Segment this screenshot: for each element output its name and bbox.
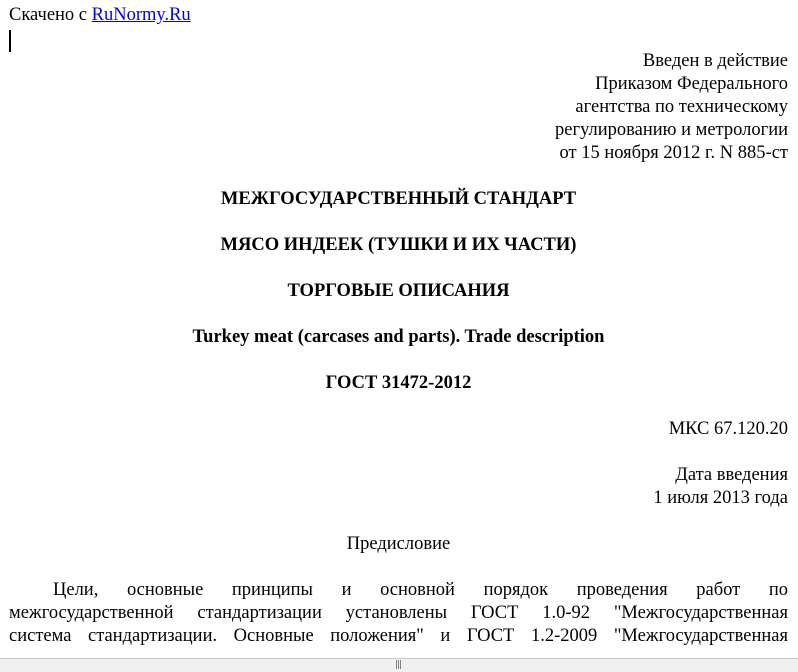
- enactment-line: Приказом Федерального: [595, 74, 788, 94]
- enactment-line: Введен в действие: [642, 51, 788, 71]
- mks-code: МКС 67.120.20: [668, 419, 788, 439]
- source-prefix: Скачено с: [9, 5, 92, 25]
- introduction-date-value: 1 июля 2013 года: [653, 488, 788, 508]
- introduction-date-label: Дата введения: [675, 465, 788, 485]
- paragraph-line: Цели, основные принципы и основной порядок проведения работ по: [53, 580, 788, 600]
- introduction-date-block: [9, 464, 788, 510]
- preface-paragraph: [9, 579, 788, 648]
- scroll-grip-icon[interactable]: |||: [394, 660, 402, 670]
- runormy-link[interactable]: RuNormy.Ru: [91, 5, 191, 25]
- english-title: Turkey meat (carcases and parts). Trade description: [192, 327, 605, 347]
- enactment-line: регулированию и метрологии: [555, 120, 788, 140]
- text-cursor: [9, 30, 11, 52]
- document-page: [9, 4, 788, 648]
- document-subtitle: ТОРГОВЫЕ ОПИСАНИЯ: [287, 281, 510, 301]
- enactment-line: от 15 ноября 2012 г. N 885-ст: [559, 143, 788, 163]
- document-title: МЯСО ИНДЕЕК (ТУШКИ И ИХ ЧАСТИ): [220, 235, 577, 255]
- enactment-line: агентства по техническому: [575, 97, 788, 117]
- paragraph-line: система стандартизации. Основные положения" и ГОСТ 1.2-2009 "Межгосударственная: [9, 626, 788, 646]
- horizontal-scrollbar[interactable]: [0, 658, 798, 672]
- source-line: [9, 4, 788, 27]
- standard-code: ГОСТ 31472-2012: [325, 373, 472, 393]
- preface-heading: Предисловие: [346, 534, 451, 554]
- standard-type-heading: МЕЖГОСУДАРСТВЕННЫЙ СТАНДАРТ: [220, 189, 577, 209]
- paragraph-line: межгосударственной стандартизации установлены ГОСТ 1.0-92 "Межгосударственная: [9, 603, 788, 623]
- enactment-block: [9, 50, 788, 165]
